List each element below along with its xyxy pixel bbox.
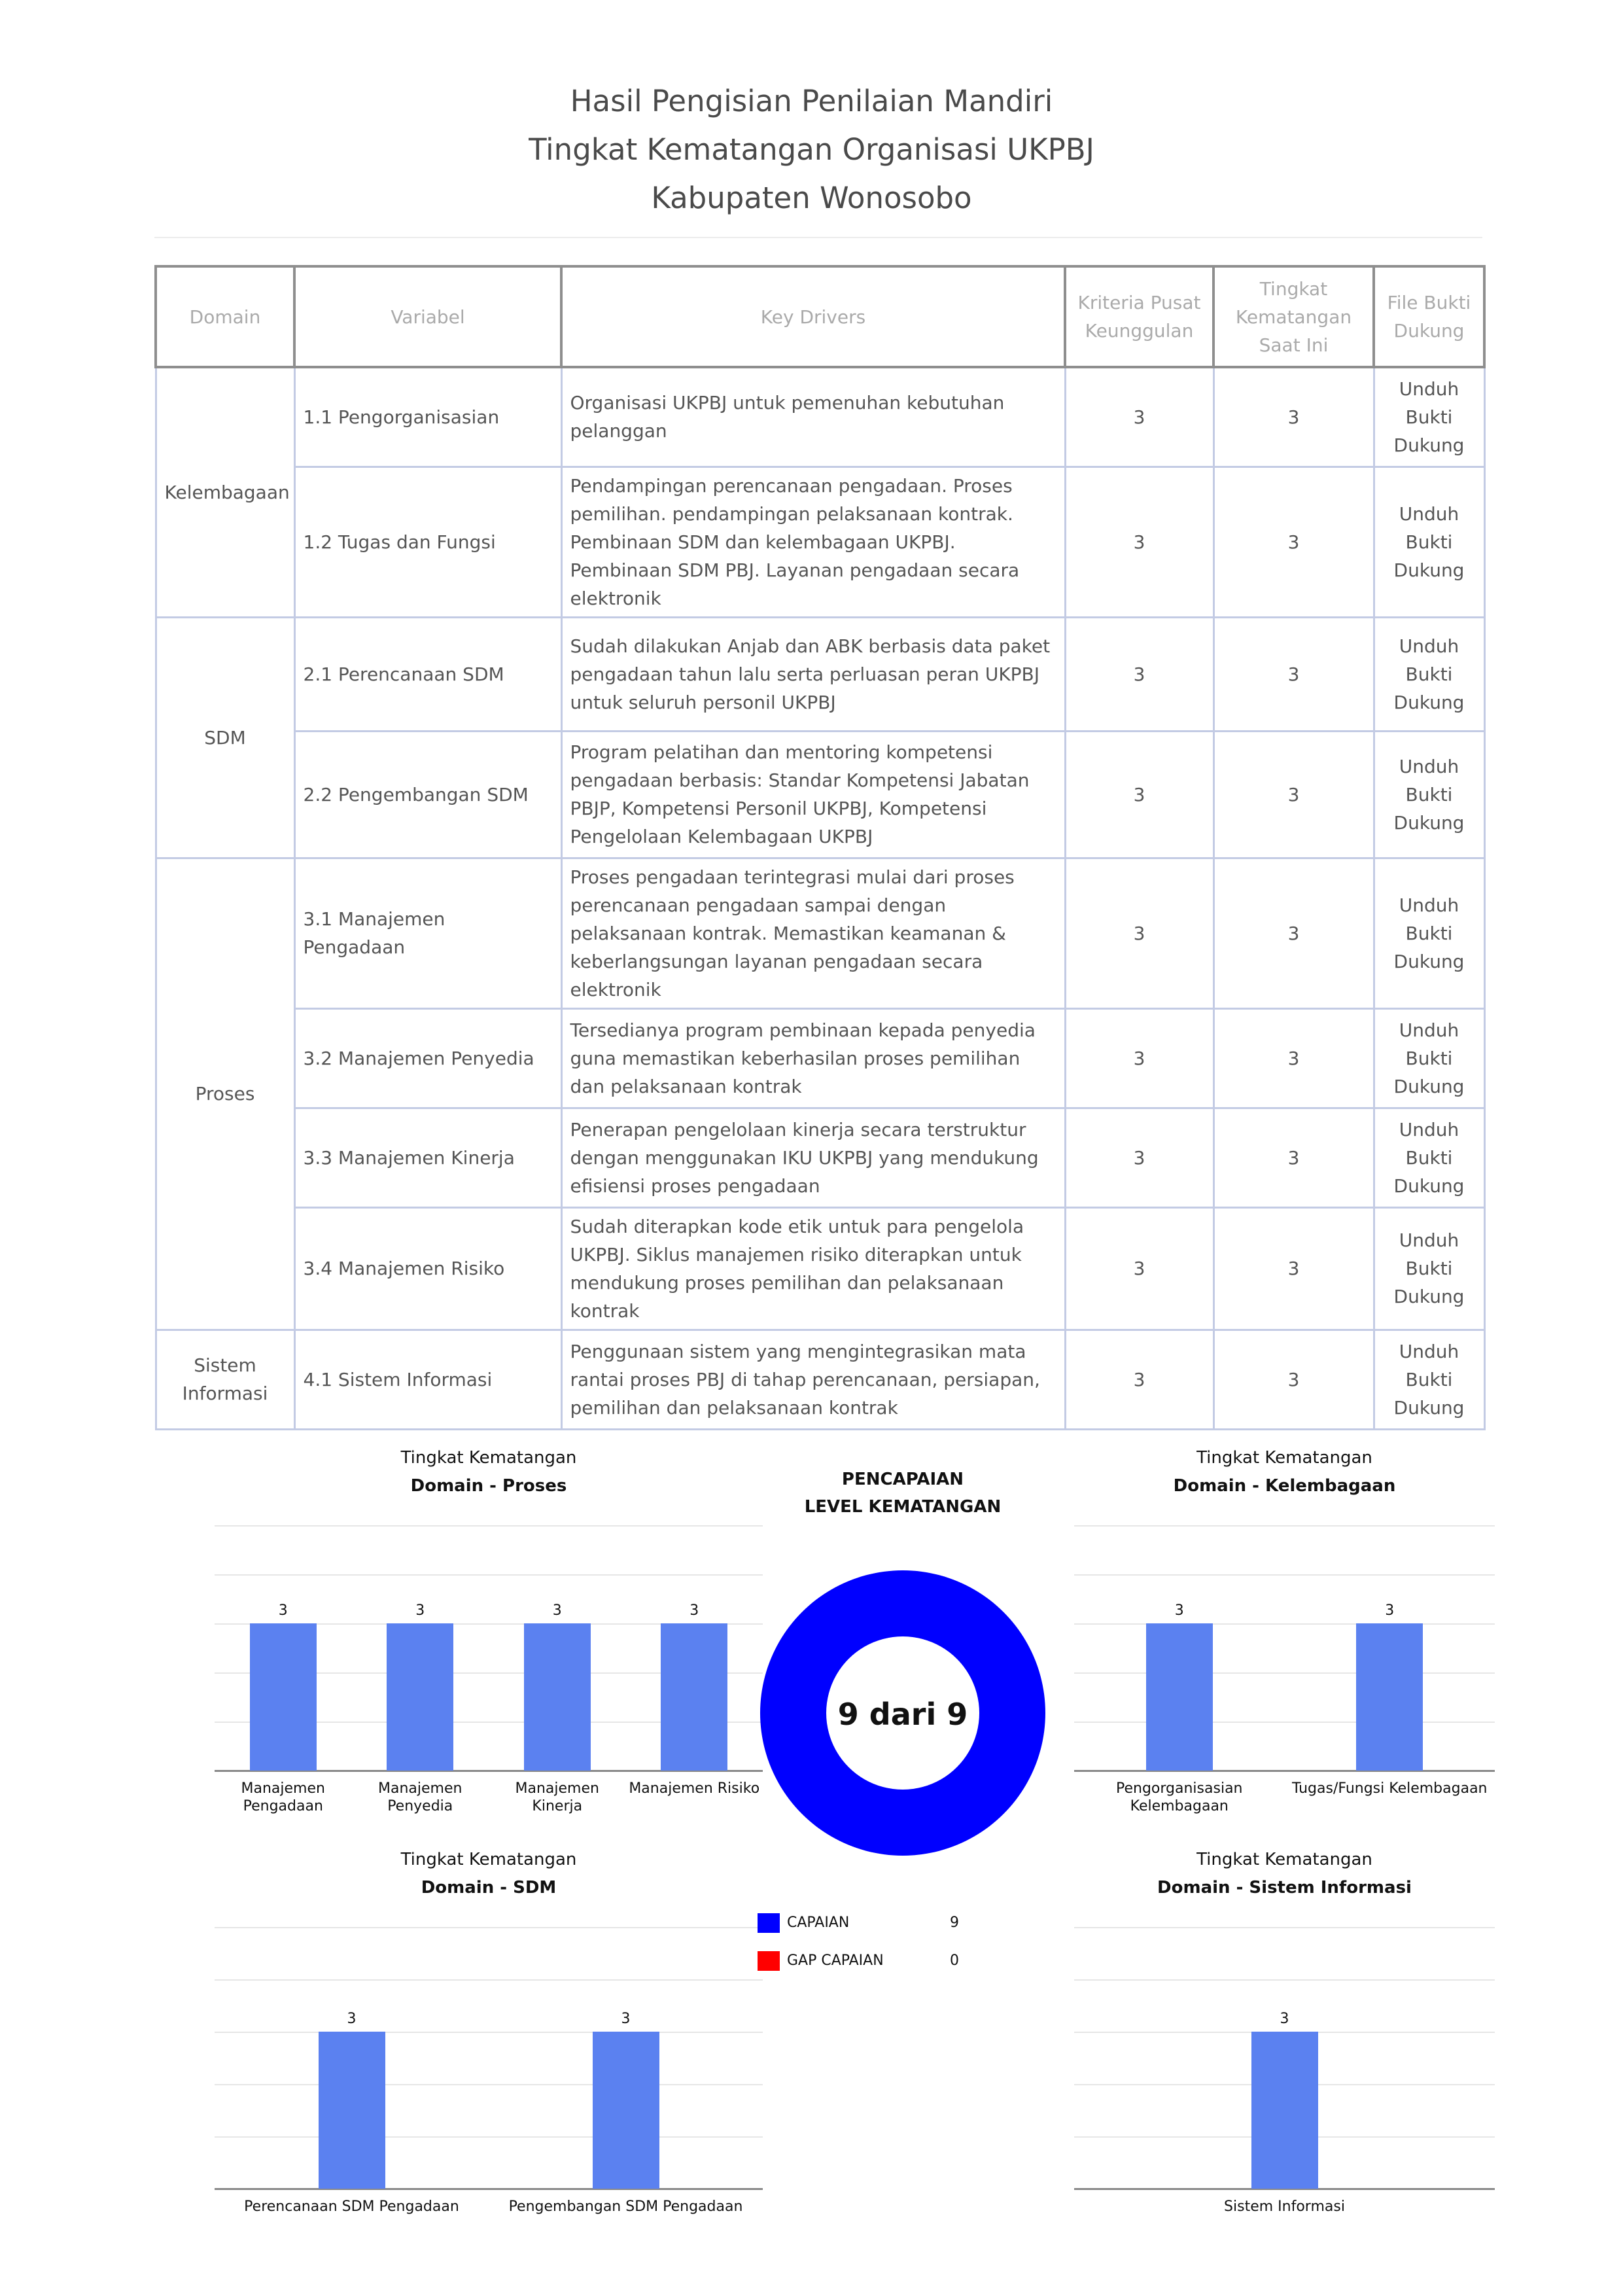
- key-driver-cell: Organisasi UKPBJ untuk pemenuhan kebutuhan pelanggan: [561, 367, 1065, 467]
- download-link[interactable]: Unduh Bukti Dukung: [1374, 1207, 1484, 1330]
- assessment-table: [154, 265, 1486, 1430]
- col-header-kriteria: Kriteria Pusat Keunggulan: [1065, 266, 1213, 367]
- variabel-cell: 1.2 Tugas dan Fungsi: [294, 467, 561, 617]
- download-link[interactable]: Unduh Bukti Dukung: [1374, 858, 1484, 1008]
- col-header-domain: Domain: [156, 266, 294, 367]
- variabel-cell: 3.1 Manajemen Pengadaan: [294, 858, 561, 1008]
- legend-label-capaian: CAPAIAN: [787, 1915, 850, 1931]
- bar: [1251, 2032, 1318, 2189]
- domain-cell: Proses: [156, 858, 294, 1330]
- bar-value-label: 3: [1385, 1602, 1395, 1619]
- tingkat-cell: 3: [1213, 1207, 1374, 1330]
- donut-title: PENCAPAIAN: [841, 1470, 964, 1489]
- chart-subtitle: Domain - Kelembagaan: [1173, 1476, 1396, 1496]
- table-row: [156, 1108, 1484, 1207]
- x-axis: [1074, 1770, 1495, 1772]
- table-row: [156, 1330, 1484, 1429]
- variabel-cell: 3.2 Manajemen Penyedia: [294, 1008, 561, 1108]
- gridline: [1074, 1672, 1495, 1674]
- x-tick-label: Pengembangan SDM Pengadaan: [508, 2199, 743, 2215]
- key-driver-cell: Penerapan pengelolaan kinerja secara terstruktur dengan menggunakan IKU UKPBJ yang mendukung efisiensi proses pengadaan: [561, 1108, 1065, 1207]
- gridline: [1074, 1927, 1495, 1928]
- variabel-cell: 1.1 Pengorganisasian: [294, 367, 561, 467]
- header-divider: [154, 237, 1482, 238]
- bar-value-label: 3: [621, 2011, 631, 2027]
- chart-subtitle: Domain - Proses: [410, 1476, 567, 1496]
- chart-title: Tingkat Kematangan: [1196, 1850, 1372, 1869]
- page-title-line1: Hasil Pengisian Penilaian Mandiri: [570, 84, 1053, 118]
- kriteria-cell: 3: [1065, 1207, 1213, 1330]
- table-row: [156, 467, 1484, 617]
- key-driver-cell: Sudah diterapkan kode etik untuk para pengelola UKPBJ. Siklus manajemen risiko diterapkan untuk mendukung proses pemilihan dan pelaksanaan kontrak: [561, 1207, 1065, 1330]
- kriteria-cell: 3: [1065, 467, 1213, 617]
- bar-value-label: 3: [689, 1602, 699, 1619]
- bar-value-label: 3: [415, 1602, 425, 1619]
- tingkat-cell: 3: [1213, 467, 1374, 617]
- bar: [1356, 1623, 1423, 1771]
- donut-chart-pencapaian: [759, 1466, 1047, 1871]
- key-driver-cell: Proses pengadaan terintegrasi mulai dari proses perencanaan pengadaan sampai dengan pelaksanaan kontrak. Memastikan keamanan & keberlangsungan layanan pengadaan secara elektronik: [561, 858, 1065, 1008]
- x-axis: [215, 2188, 763, 2190]
- variabel-cell: 3.4 Manajemen Risiko: [294, 1207, 561, 1330]
- bar: [593, 2032, 659, 2189]
- kriteria-cell: 3: [1065, 367, 1213, 467]
- tingkat-cell: 3: [1213, 617, 1374, 731]
- download-link[interactable]: Unduh Bukti Dukung: [1374, 731, 1484, 858]
- tingkat-cell: 3: [1213, 1008, 1374, 1108]
- bar: [319, 2032, 385, 2189]
- download-link[interactable]: Unduh Bukti Dukung: [1374, 467, 1484, 617]
- table-row: [156, 858, 1484, 1008]
- chart-title: Tingkat Kematangan: [400, 1448, 577, 1468]
- kriteria-cell: 3: [1065, 731, 1213, 858]
- bar-value-label: 3: [1174, 1602, 1184, 1619]
- tingkat-cell: 3: [1213, 1330, 1374, 1429]
- page-title-line2: Tingkat Kematangan Organisasi UKPBJ: [529, 132, 1094, 167]
- legend-value-capaian: 9: [950, 1915, 959, 1931]
- x-tick-label: Sistem Informasi: [1224, 2199, 1345, 2215]
- chart-title: Tingkat Kematangan: [1196, 1448, 1372, 1468]
- download-link[interactable]: Unduh Bukti Dukung: [1374, 367, 1484, 467]
- chart-subtitle: Domain - SDM: [421, 1878, 557, 1898]
- bar: [524, 1623, 591, 1771]
- download-link[interactable]: Unduh Bukti Dukung: [1374, 617, 1484, 731]
- x-tick-label: Manajemen Risiko: [629, 1780, 760, 1797]
- legend-value-gap: 0: [950, 1952, 959, 1969]
- bar: [1146, 1623, 1213, 1771]
- download-link[interactable]: Unduh Bukti Dukung: [1374, 1108, 1484, 1207]
- domain-cell: Sistem Informasi: [156, 1330, 294, 1429]
- variabel-cell: 3.3 Manajemen Kinerja: [294, 1108, 561, 1207]
- variabel-cell: 4.1 Sistem Informasi: [294, 1330, 561, 1429]
- gridline: [215, 2136, 763, 2138]
- kriteria-cell: 3: [1065, 858, 1213, 1008]
- download-link[interactable]: Unduh Bukti Dukung: [1374, 1008, 1484, 1108]
- x-tick-label: Perencanaan SDM Pengadaan: [244, 2199, 459, 2215]
- table-row: [156, 617, 1484, 731]
- bar-value-label: 3: [347, 2011, 357, 2027]
- download-link[interactable]: Unduh Bukti Dukung: [1374, 1330, 1484, 1429]
- donut-subtitle: LEVEL KEMATANGAN: [804, 1497, 1002, 1517]
- key-driver-cell: Sudah dilakukan Anjab dan ABK berbasis data paket pengadaan tahun lalu serta perluasan peran UKPBJ untuk seluruh personil UKPBJ: [561, 617, 1065, 731]
- x-tick-label: Manajemen Penyedia: [378, 1780, 462, 1814]
- gridline: [1074, 1574, 1495, 1576]
- bar-value-label: 3: [552, 1602, 562, 1619]
- x-tick-label: Pengorganisasian Kelembagaan: [1116, 1780, 1243, 1814]
- kriteria-cell: 3: [1065, 617, 1213, 731]
- legend-swatch-gap: [758, 1951, 780, 1971]
- bar: [250, 1623, 317, 1771]
- page-title-line3: Kabupaten Wonosobo: [651, 181, 972, 215]
- table-row: [156, 367, 1484, 467]
- domain-cell: SDM: [156, 617, 294, 858]
- legend-swatch-capaian: [758, 1913, 780, 1933]
- bar: [661, 1623, 727, 1771]
- table-row: [156, 1207, 1484, 1330]
- donut-center-label: 9 dari 9: [837, 1697, 968, 1732]
- col-header-file: File Bukti Dukung: [1374, 266, 1484, 367]
- col-header-variabel: Variabel: [294, 266, 561, 367]
- variabel-cell: 2.1 Perencanaan SDM: [294, 617, 561, 731]
- kriteria-cell: 3: [1065, 1330, 1213, 1429]
- gridline: [215, 2032, 763, 2033]
- table-header-row: [156, 266, 1484, 367]
- x-tick-label: Tugas/Fungsi Kelembagaan: [1292, 1780, 1488, 1797]
- kriteria-cell: 3: [1065, 1108, 1213, 1207]
- tingkat-cell: 3: [1213, 367, 1374, 467]
- gridline: [1074, 1525, 1495, 1527]
- gridline: [215, 1574, 763, 1576]
- table-row: [156, 1008, 1484, 1108]
- gridline: [1074, 1979, 1495, 1981]
- key-driver-cell: Penggunaan sistem yang mengintegrasikan mata rantai proses PBJ di tahap perencanaan, persiapan, pemilihan dan pelaksanaan kontrak: [561, 1330, 1065, 1429]
- col-header-key-drivers: Key Drivers: [561, 266, 1065, 367]
- bar-value-label: 3: [1280, 2011, 1289, 2027]
- legend-label-gap: GAP CAPAIAN: [787, 1952, 884, 1969]
- tingkat-cell: 3: [1213, 1108, 1374, 1207]
- gridline: [215, 1525, 763, 1527]
- chart-title: Tingkat Kematangan: [400, 1850, 577, 1869]
- gridline: [1074, 1722, 1495, 1723]
- x-tick-label: Manajemen Kinerja: [515, 1780, 599, 1814]
- key-driver-cell: Program pelatihan dan mentoring kompetensi pengadaan berbasis: Standar Kompetensi Jabatan PBJP, Kompetensi Personil UKPBJ, Kompetensi Pengelolaan Kelembagaan UKPBJ: [561, 731, 1065, 858]
- gridline: [1074, 1623, 1495, 1625]
- col-header-tingkat: Tingkat Kematangan Saat Ini: [1213, 266, 1374, 367]
- chart-subtitle: Domain - Sistem Informasi: [1157, 1878, 1412, 1898]
- domain-cell: Kelembagaan: [156, 367, 294, 617]
- bar-value-label: 3: [278, 1602, 288, 1619]
- x-tick-label: Manajemen Pengadaan: [241, 1780, 325, 1814]
- key-driver-cell: Tersedianya program pembinaan kepada penyedia guna memastikan keberhasilan proses pemilihan dan pelaksanaan kontrak: [561, 1008, 1065, 1108]
- page-header: [0, 77, 1623, 222]
- table-row: [156, 731, 1484, 858]
- bar: [387, 1623, 453, 1771]
- gridline: [215, 2084, 763, 2085]
- variabel-cell: 2.2 Pengembangan SDM: [294, 731, 561, 858]
- tingkat-cell: 3: [1213, 858, 1374, 1008]
- gridline: [215, 1927, 763, 1928]
- kriteria-cell: 3: [1065, 1008, 1213, 1108]
- tingkat-cell: 3: [1213, 731, 1374, 858]
- key-driver-cell: Pendampingan perencanaan pengadaan. Proses pemilihan. pendampingan pelaksanaan kontrak. Pembinaan SDM dan kelembagaan UKPBJ. Pembinaan SDM PBJ. Layanan pengadaan secara elektronik: [561, 467, 1065, 617]
- gridline: [215, 1979, 763, 1981]
